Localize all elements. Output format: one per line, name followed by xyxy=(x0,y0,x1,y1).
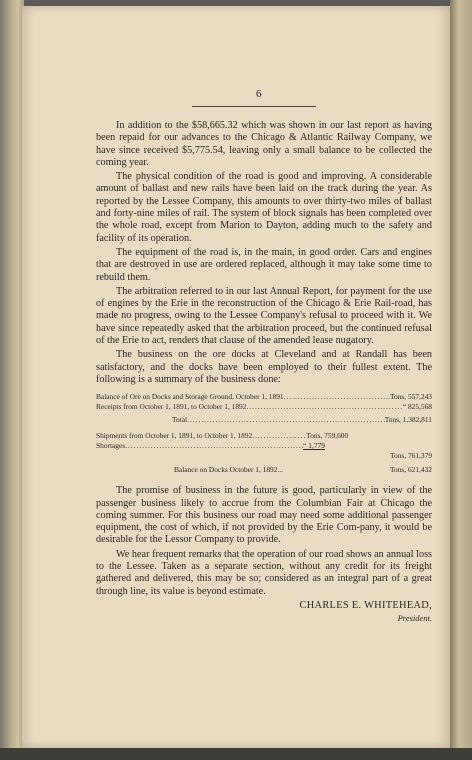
total-value: Tons, 1,382,811 xyxy=(384,415,432,425)
subtotal-value: Tons, 761,379 xyxy=(390,451,432,461)
final-balance-value: Tons, 621,432 xyxy=(390,465,432,475)
paragraph-road-condition: The physical condition of the road is good and improving. A considerable amount of ballast and new rails have been laid on the track during the year. As reported by the Lessee Company, this amounts to over thirty-two miles of ballast and forty-nine miles of rail. The system of block signals has been completed over the whole road, except from Marion to Dayton, adding much to the safety and facility of its operation. xyxy=(96,171,432,244)
paragraph-equipment: The equipment of the road is, in the main, in good order. Cars and engines that are destroyed in use are ordered replaced, although it may take some time to rebuild them. xyxy=(96,246,432,283)
paragraph-ore-docks: The business on the ore docks at Cleveland and at Randall has been satisfactory, and the docks have been employed to their fullest extent. The following is a summary of the business done: xyxy=(96,349,432,385)
balance-value: Tons, 557,243 xyxy=(390,392,432,402)
dot-leader xyxy=(187,415,385,425)
table-row xyxy=(96,441,432,451)
shortages-label: Shortages xyxy=(96,441,126,451)
table-row xyxy=(96,465,432,475)
page-number: 6 xyxy=(256,88,262,100)
receipts-value: “ 825,568 xyxy=(402,402,432,412)
page-body xyxy=(96,120,432,625)
book-binding xyxy=(0,0,24,760)
ore-summary-table xyxy=(96,392,432,475)
table-row xyxy=(96,415,432,425)
table-row xyxy=(96,431,432,441)
bottom-shadow xyxy=(0,748,472,760)
header-rule xyxy=(192,106,316,107)
shortages-value: “ 1,779 xyxy=(303,441,325,451)
dot-leader xyxy=(252,431,306,441)
paragraph-future-business: The promise of business in the future is good, particularly in view of the passenger business likely to accrue from the Columbian Fair at Chicago the coming summer. For this business our road may need some additional passenger equipment, the cost of which, if not provided by the Erie Com-pany, it would be desirable for the Lessor Company to provide. xyxy=(96,485,432,546)
total-label: Total xyxy=(172,415,188,425)
dot-leader xyxy=(246,402,402,412)
shipments-value: Tons, 759,600 xyxy=(306,431,349,441)
table-row xyxy=(96,402,432,412)
final-balance-label: Balance on Docks October 1, 1892... xyxy=(174,465,283,475)
paragraph-arbitration: The arbitration referred to in our last Annual Report, for payment for the use of engines by the Erie in the reconstruction of the Chicago & Erie Rail-road, has made no progress, owing to the Lessee Company's refusal to proceed with it. We have since repeatedly asked that the arbitration proceed, but the continued refusal of the Erie to act, renders that clause of the amended lease nugatory. xyxy=(96,285,432,347)
shipments-label: Shipments from October 1, 1891, to October 1, 1892 xyxy=(96,431,253,441)
dot-leader xyxy=(125,441,303,451)
paragraph-advances: In addition to the $58,665.32 which was shown in our last report as having been repaid for our advances to the Chicago & Atlantic Railway Company, we have since received $5,775.54, leaving only a small balance to be collected the coming year. xyxy=(96,120,432,168)
paragraph-annual-loss: We hear frequent remarks that the operation of our road shows an annual loss to the Lessee. Taken as a separate section, without any credit for its freight gathered and delivered, this may be so; considered as an integral part of a great through line, its value is beyond estimate. xyxy=(96,548,432,597)
table-row xyxy=(96,451,432,461)
balance-label: Balance of Ore on Docks and Storage Ground, October 1, 1891 xyxy=(96,392,284,402)
table-row xyxy=(96,392,432,402)
signature-title: President. xyxy=(397,613,432,624)
receipts-label: Receipts from October 1, 1891, to October 1, 1892 xyxy=(96,402,247,412)
page-edge xyxy=(450,0,472,760)
signature-name: CHARLES E. WHITEHEAD, xyxy=(299,599,432,611)
dot-leader xyxy=(284,392,390,402)
